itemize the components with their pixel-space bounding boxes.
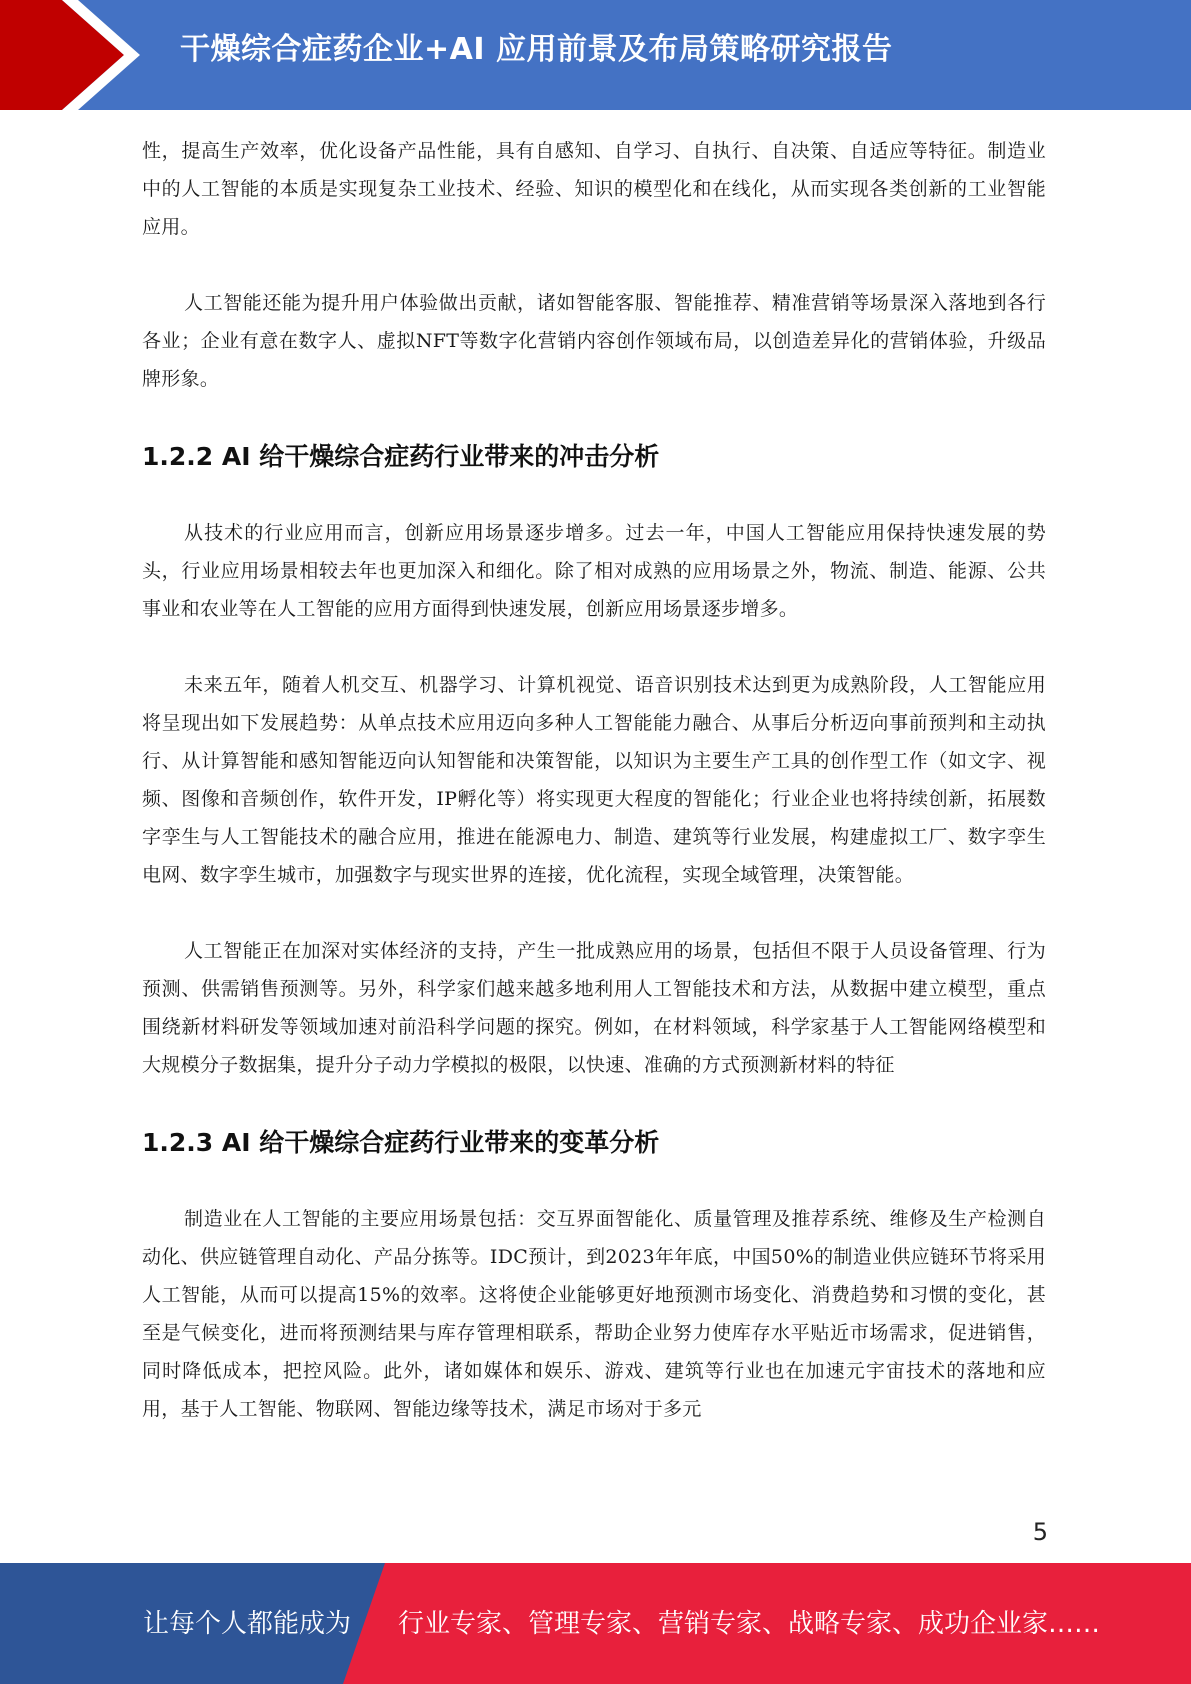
page-footer	[0, 1563, 1191, 1684]
header-arrow-decoration	[0, 0, 160, 110]
section-heading-1-2-2: 1.2.2 AI 给干燥综合症药行业带来的冲击分析	[142, 442, 660, 471]
section-heading-1-2-3: 1.2.3 AI 给干燥综合症药行业带来的变革分析	[142, 1128, 660, 1157]
footer-slogan-left: 让每个人都能成为	[143, 1609, 352, 1639]
footer-slogan-right: 行业专家、管理专家、营销专家、战略专家、成功企业家……	[398, 1609, 1101, 1639]
page-content	[142, 132, 1046, 1428]
paragraph-tech-application: 从技术的行业应用而言，创新应用场景逐步增多。过去一年，中国人工智能应用保持快速发展的势头，行业应用场景相较去年也更加深入和细化。除了相对成熟的应用场景之外，物流、制造、能源、公共事业和农业等在人工智能的应用方面得到快速发展，创新应用场景逐步增多。	[142, 522, 1046, 620]
page-header	[0, 0, 1191, 110]
paragraph-manufacturing: 制造业在人工智能的主要应用场景包括：交互界面智能化、质量管理及推荐系统、维修及生产检测自动化、供应链管理自动化、产品分拣等。IDC预计，到2023年年底，中国50%的制造业供应链环节将采用人工智能，从而可以提高15%的效率。这将使企业能够更好地预测市场变化、消费趋势和习惯的变化，甚至是气候变化，进而将预测结果与库存管理相联系，帮助企业努力使库存水平贴近市场需求，促进销售，同时降低成本，把控风险。此外，诸如媒体和娱乐、游戏、建筑等行业也在加速元宇宙技术的落地和应用，基于人工智能、物联网、智能边缘等技术，满足市场对于多元	[142, 1208, 1046, 1420]
paragraph-intro: 性，提高生产效率，优化设备产品性能，具有自感知、自学习、自执行、自决策、自适应等特征。制造业中的人工智能的本质是实现复杂工业技术、经验、知识的模型化和在线化，从而实现各类创新的工业智能应用。	[142, 140, 1046, 238]
paragraph-real-economy: 人工智能正在加深对实体经济的支持，产生一批成熟应用的场景，包括但不限于人员设备管理、行为预测、供需销售预测等。另外，科学家们越来越多地利用人工智能技术和方法，从数据中建立模型，重点围绕新材料研发等领域加速对前沿科学问题的探究。例如，在材料领域，科学家基于人工智能网络模型和大规模分子数据集，提升分子动力学模拟的极限，以快速、准确的方式预测新材料的特征	[142, 940, 1046, 1076]
paragraph-next-five-years: 未来五年，随着人机交互、机器学习、计算机视觉、语音识别技术达到更为成熟阶段，人工智能应用将呈现出如下发展趋势：从单点技术应用迈向多种人工智能能力融合、从事后分析迈向事前预判和主动执行、从计算智能和感知智能迈向认知智能和决策智能，以知识为主要生产工具的创作型工作（如文字、视频、图像和音频创作，软件开发，IP孵化等）将实现更大程度的智能化；行业企业也将持续创新，拓展数字孪生与人工智能技术的融合应用，推进在能源电力、制造、建筑等行业发展，构建虚拟工厂、数字孪生电网、数字孪生城市，加强数字与现实世界的连接，优化流程，实现全域管理，决策智能。	[142, 674, 1046, 886]
report-title: 干燥综合症药企业+AI 应用前景及布局策略研究报告	[180, 32, 893, 67]
paragraph-user-experience: 人工智能还能为提升用户体验做出贡献，诸如智能客服、智能推荐、精准营销等场景深入落地到各行各业；企业有意在数字人、虚拟NFT等数字化营销内容创作领域布局，以创造差异化的营销体验，升级品牌形象。	[142, 292, 1046, 390]
page-number: 5	[1032, 1518, 1048, 1546]
